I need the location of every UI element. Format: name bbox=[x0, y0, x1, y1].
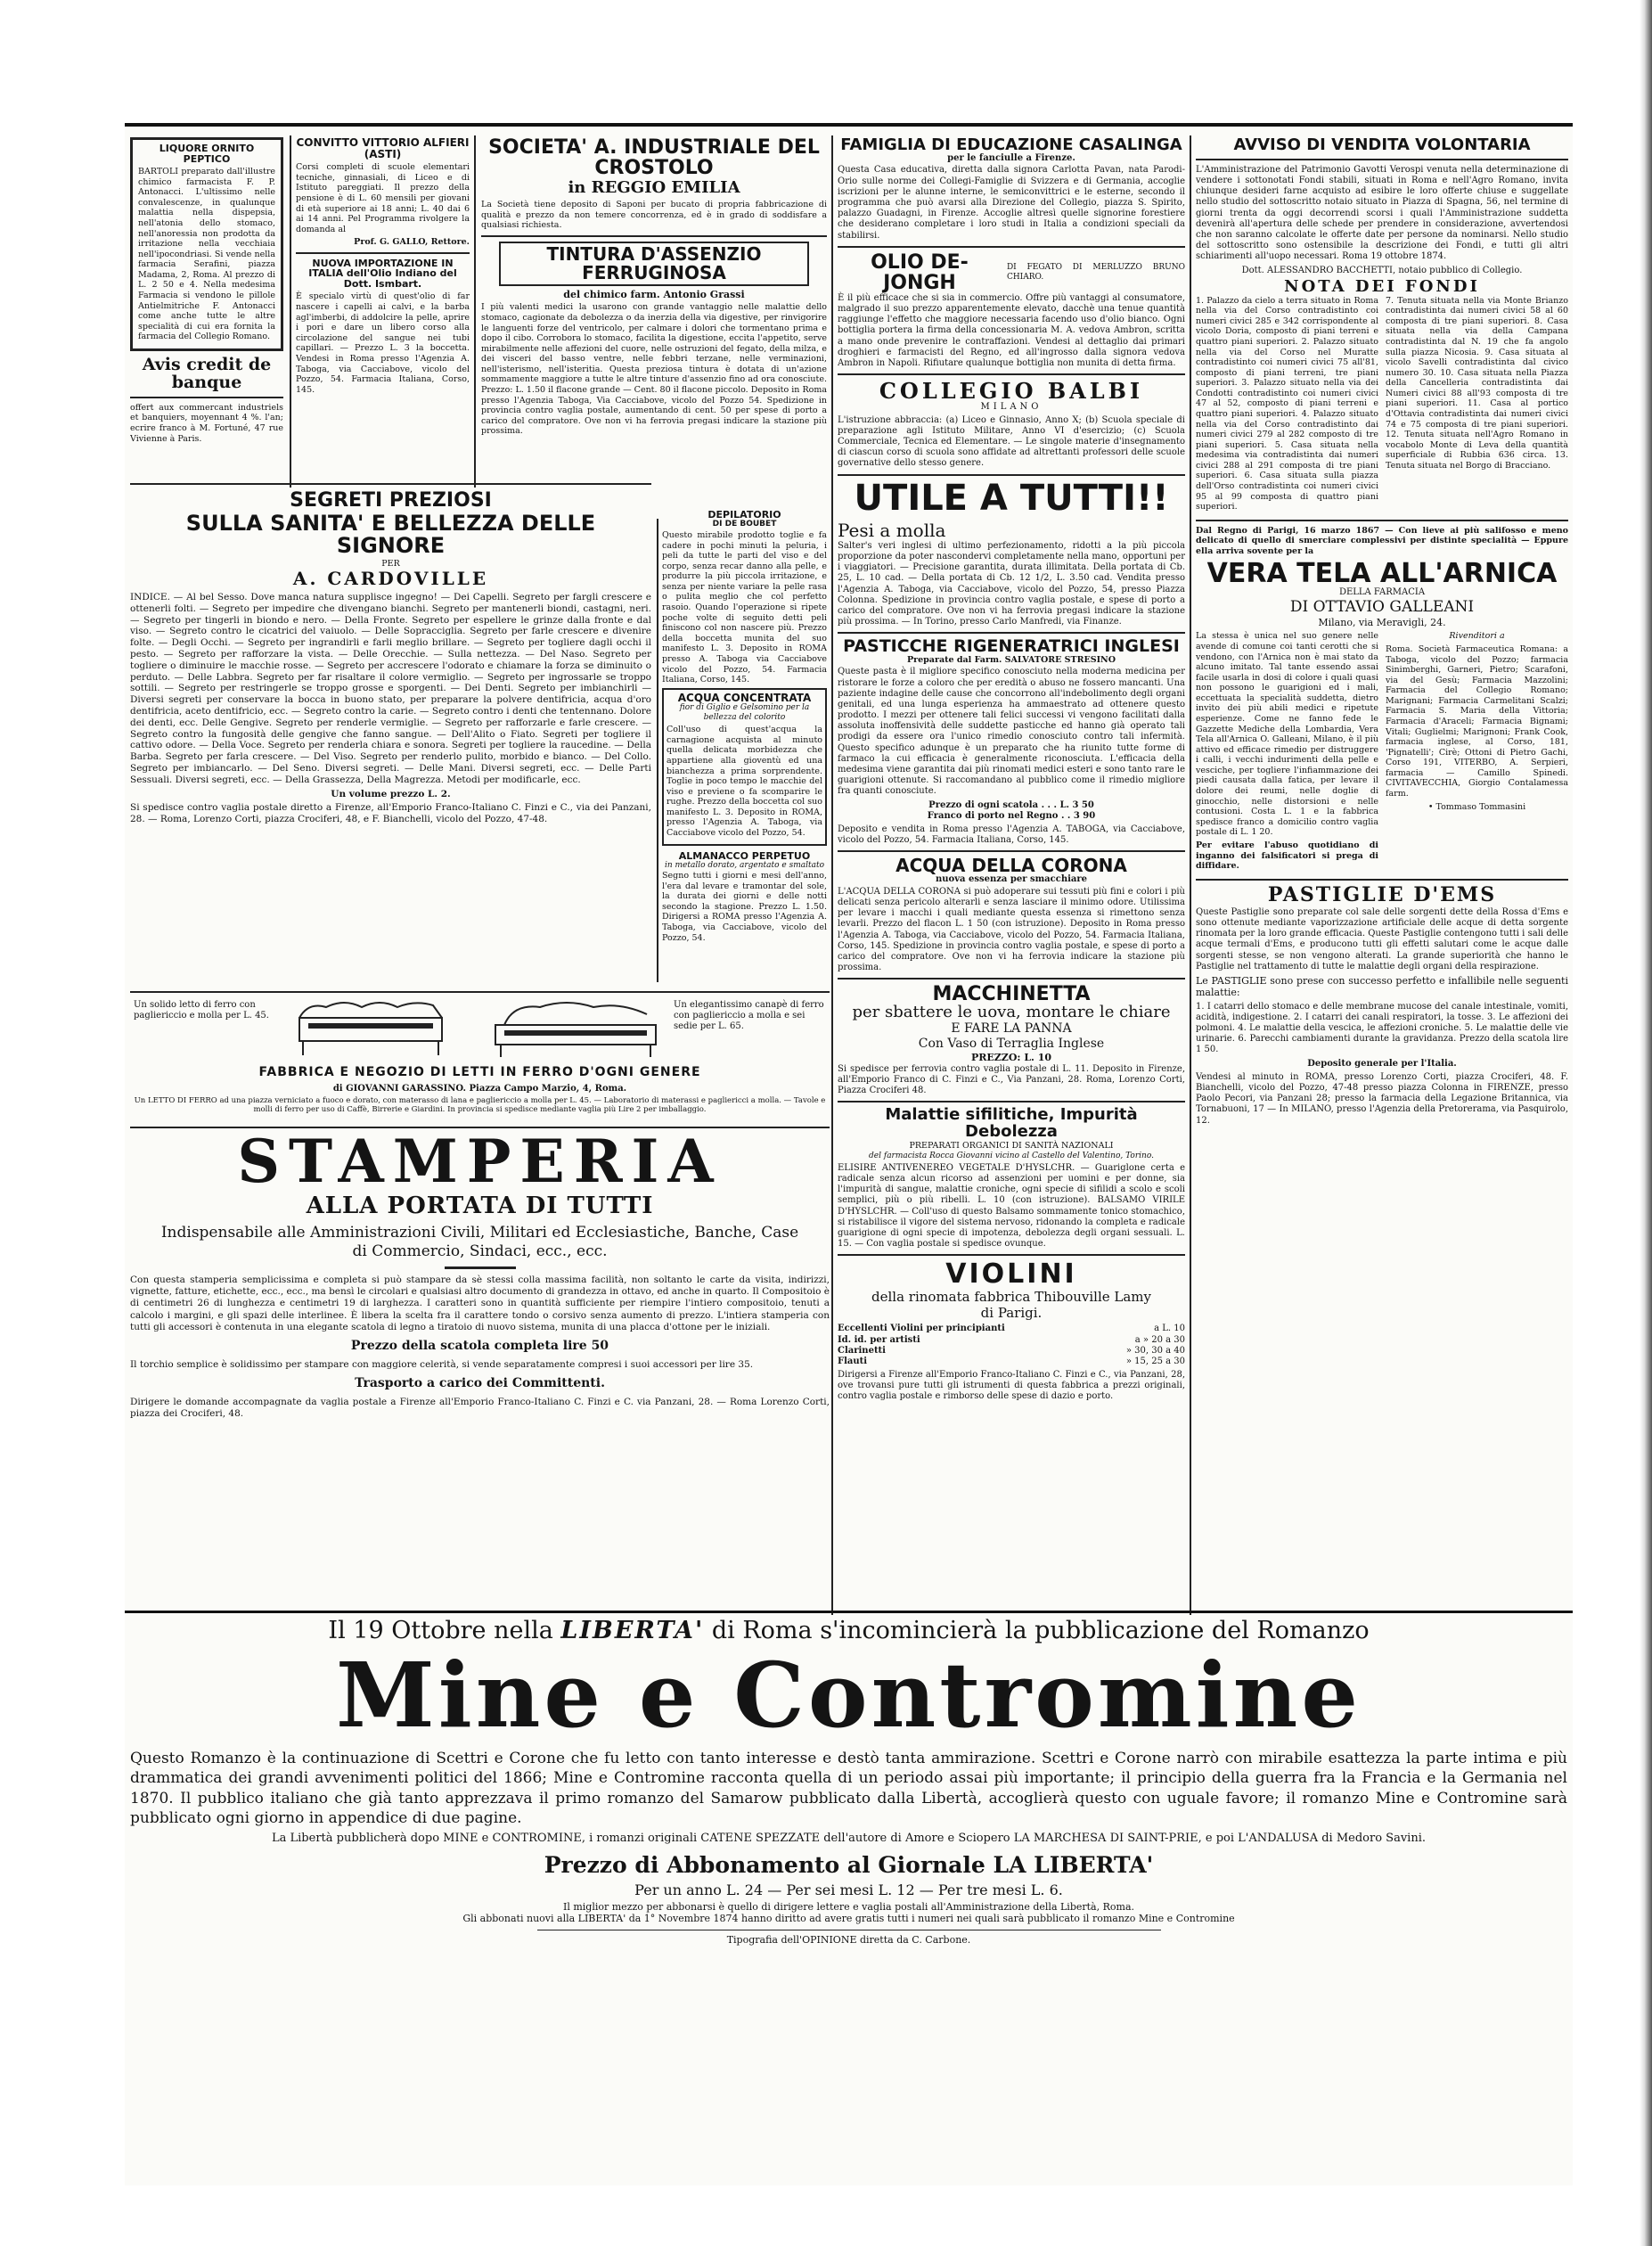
liquore-body: BARTOLI preparato dall'illustre chimico farmacista F. P. Antonacci. L'ultissimo nelle convalescenze, in qualunque malattia nella dispepsia, nell'atonia dello stomaco, nell'anoressia non prodotta da irritazione nella vecchiaia nell'ipocondriasi. Si vende nella farmacia Serafini, piazza Madama, 2, Roma. Al prezzo di L. 2 50 e 4. Nella medesima Farmacia si vendono le pillole Antielmitriche F. Antonacci come anche tutte le altre specialità di cui era fornita la farmacia del Collegio Romano. bbox=[138, 167, 275, 342]
violini-row bbox=[838, 1335, 1185, 1346]
banner-price-line: Per un anno L. 24 — Per sei mesi L. 12 — Per tre mesi L. 6. bbox=[634, 1881, 1063, 1898]
corona-title: ACQUA DELLA CORONA bbox=[896, 855, 1127, 877]
malattie-body: ELISIRE ANTIVENEREO VEGETALE D'HYSLCHR. — Guariglone certa e radicale senza alcun ricorso ad assenzioni per uomini e per donne, sia l'impurità di sangue, malattie croniche, ogni specie di sifilidi a scolo e scoli semplici, più o più ribelli. L. 10 (con istruzione). BALSAMO VIRILE D'HYSLCHR. — Coll'uso di questo Balsamo sommamente tonico stomachico, si ristabilisce il vigore del sistema nervoso, ridonando la completa e radicale guarigione di ogni specie di impotenza, debolezza degli organi sessuali. L. 15. — Con vaglia postale si spedisce ovunque. bbox=[838, 1162, 1185, 1250]
utile-body: Salter's veri inglesi di ultimo perfezionamento, ridotti a la più piccola proporzione da poter nascondervi completamente nella mano, opportuni per i viaggiatori. — Precisione garantita, durata illimitata. Della portata di Cb. 25, L. 10 cad. — Della portata di Cb. 12 1/2, L. 3.50 cad. Vendita presso l'Agenzia A. Taboga, via Cacciabove, vicolo del Pozzo, 54, presso Piazza Colonna. Spedizione in provincia contro vaglia postale, e spese di porto a carico del compratore. Ove non vi ha ferrovia pregasi indicare la stazione più prossima. — In Torino, presso Carlo Manfredi, via Finanze. bbox=[838, 540, 1185, 627]
pasticche-price1: Prezzo di ogni scatola . . . L. 3 50 bbox=[928, 799, 1094, 810]
column-rule bbox=[1190, 135, 1191, 1615]
banner-intro bbox=[125, 1617, 1573, 1645]
macchinetta-line1: per sbattere le uova, montare le chiare bbox=[852, 1003, 1171, 1022]
almanacco-subtitle: in metallo dorato, argentato e smaltato bbox=[664, 861, 825, 871]
nuova-body: È specialo virtù di quest'olio di far nascere i capelli ai calvi, e la barba agl'imberbi, di addolcire la pelle, aprire i pori e dare un libero corso alla circolazione del sangue nei tubi capillari. — Prezzo L. 3 la boccetta. Vendesi in Roma presso l'Agenzia A. Taboga, via Cacciabove, vicolo del Pozzo, 54. Farmacia Italiana, Corso, 145. bbox=[296, 291, 470, 395]
corona-body: L'ACQUA DELLA CORONA si può adoperare sui tessuti più fini e colori i più delicati senza pericolo alterarli e senza lasciare il minimo odore. Utilissima per levare i macchi i quali mediante questa essenza si rimettono senza levarli. Prezzo del flacon L. 1 50 (con istruzione). Deposito in Roma presso l'Agenzia A. Taboga, via Cacciabove, vicolo del Pozzo, 54. Farmacia Italiana, Corso, 145. Spedizione in provincia contro vaglia postale, e spese di porto a carico del compratore. Ove non vi ha ferrovia indicare la stazione più prossima. bbox=[838, 886, 1185, 973]
violini-row-price: » 30, 30 a 40 bbox=[1125, 1345, 1185, 1356]
violini-row-price: a » 20 a 30 bbox=[1134, 1334, 1185, 1345]
stamperia-title: STAMPERIA bbox=[237, 1132, 723, 1196]
stamperia-transport: Trasporto a carico dei Committenti. bbox=[355, 1375, 605, 1390]
utile-subtitle: Pesi a molla bbox=[838, 519, 946, 541]
arnica-title: VERA TELA ALL'ARNICA bbox=[1206, 557, 1558, 589]
pastiglie-deposito-title: Deposito generale per l'Italia. bbox=[1307, 1058, 1457, 1069]
violini-row-name: Eccellenti Violini per principianti bbox=[838, 1324, 1005, 1334]
arnica-sub2: DI OTTAVIO GALLEANI bbox=[1289, 598, 1475, 617]
almanacco-title: ALMANACCO PERPETUO bbox=[678, 849, 811, 862]
banner-imprint: Tipografia dell'OPINIONE diretta da C. Carbone. bbox=[726, 1933, 971, 1946]
tintura-subtitle: del chimico farm. Antonio Grassi bbox=[563, 288, 745, 300]
bed-and-sofa-illustration bbox=[290, 998, 665, 1061]
violini-line2: di Parigi. bbox=[980, 1305, 1043, 1322]
rivenditori-title: Rivenditori a bbox=[1449, 631, 1505, 642]
column-rule bbox=[474, 135, 476, 488]
acqua-concentrata-subtitle: fior di Giglio e Gelsomino per la bellezza del colorito bbox=[679, 703, 810, 723]
letti-ad bbox=[130, 991, 830, 1128]
rivenditori-signature: • Tommaso Tommasini bbox=[1427, 801, 1526, 812]
vendita-signature: Dott. ALESSANDRO BACCHETTI, notaio pubblico di Collegio. bbox=[1241, 265, 1523, 275]
letti-left-note: Un solido letto di ferro con pagliericcio e molla per L. 45. bbox=[134, 1000, 269, 1021]
banner-intro-pre: Il 19 Ottobre nella bbox=[328, 1617, 553, 1644]
famiglia-subtitle: per le fanciulle a Firenze. bbox=[947, 152, 1075, 163]
banner-note2: Gli abbonati nuovi alla LIBERTA' da 1° Novembre 1874 hanno diritto ad avere gratis tutti i numeri nei quali sarà pubblicato il romanzo Mine e Contromine bbox=[462, 1912, 1235, 1924]
banner-body: Questo Romanzo è la continuazione di Scettri e Corone che fu letto con tanto interesse e destò tanta ammirazione. Scettri e Corone narrò con mirabile esattezza la parte intima e più drammatica dei grandi avvenimenti politici del 1866; Mine e Contromine racconta quella di un periodo assai più importante; il principio della guerra fra la Francia e la Germania nel 1870. Il pubblico italiano che già tanto apprezzava il primo romanzo del Samarow pubblicato dalla Libertà, accoglierà questo con uguale favore; il romanzo Mine e Contromine sarà pubblicato ogni giorno in appendice di due pagine. bbox=[130, 1750, 1567, 1827]
acqua-concentrata-ad bbox=[662, 688, 827, 846]
fondi-right: 7. Tenuta situata nella via Monte Brianzo contradistinta dai numeri civici 58 al 60 composta di tre piani superiori. 8. Casa situata nella via della Campana contradistinta dal N. 19 che fa angolo sulla piazza Nicosia. 9. Casa situata al vicolo Savelli contradistinta dal civico numero 30. 10. Casa situata nella Piazza della Cancelleria contradistinta dai Numeri civici 88 all'93 composta di tre piani superiori. 11. Casa al portico d'Ottavia contradistinta dai numeri civici 74 e 75 composta di tre piani superiori. 12. Tenuta situata nell'Agro Romano in vocabolo Monte di Leva della quantità superficiale di Rubbia 636 circa. 13. Tenuta situata nel Borgo di Bracciano. bbox=[1386, 295, 1568, 471]
stamperia-tagline: Indispensabile alle Amministrazioni Civili, Militari ed Ecclesiastiche, Banche, Case di Commercio, Sindaci, ecc., ecc. bbox=[160, 1224, 799, 1261]
credit-title: Avis credit de banque bbox=[142, 354, 272, 392]
olio-body: È il più efficace che si sia in commercio. Offre più vantaggi al consumatore, malgrado il suo prezzo apparentemente elevato, dacchè una tenue quantità raggiunge l'effetto che maggiore necessaria facendo uso d'olio bianco. Ogni bottiglia portera la firma della concessionaria M. A. vedova Ambron, scritta a mano onde prevenire le contraffazioni. Vendesi al dettaglio dai primari droghieri e farmacisti del Regno, ed all'ingrosso dalla signora vedova Ambron in Napoli. Rifiutare qualunque bottiglia non munita di detta firma. bbox=[838, 292, 1185, 369]
banner-body2: La Libertà pubblicherà dopo MINE e CONTROMINE, i romanzi originali CATENE SPEZZATE dell'autore di Amore e Sciopero LA MARCHESA DI SAINT-PRIE, e poi L'ANDALUSA di Medoro Savini. bbox=[272, 1831, 1426, 1845]
banner-intro-post: di Roma s'incomincierà la pubblicazione del Romanzo bbox=[711, 1617, 1370, 1644]
violini-row-price: a L. 10 bbox=[1154, 1324, 1185, 1334]
violini-row bbox=[838, 1324, 1185, 1334]
newspaper-page bbox=[125, 123, 1573, 2185]
violini-row bbox=[838, 1357, 1185, 1367]
liquore-title: LIQUORE ORNITO PEPTICO bbox=[159, 143, 255, 165]
rivenditori-body: Roma. Società Farmaceutica Romana: a Taboga, vicolo del Pozzo; farmacia Sinimberghi, Garneri, Pietro; Scarafoni, via del Gesù; Farmacia Mazzolini; Farmacia del Collegio Romano; Marignani; Farmacia Carmelitani Scalzi; Farmacia S. Maria della Vittoria; Farmacia d'Araceli; Farmacia Bignami; Vitali; Guglielmi; Marignoni; Frank Cook, farmacia inglese, al Corso, 181, 'Pignatelli'; Cirè; Ottoni di Pietro Gachi, Corso 191, VITERBO, A. Serpieri, farmacia — Camillo Spinedi. CIVITAVECCHIA, Giorgio Contalamessa farm. bbox=[1386, 643, 1568, 799]
pastiglie-deposito: Vendesi al minuto in ROMA, presso Lorenzo Corti, piazza Crociferi, 48. F. Bianchelli, vicolo del Pozzo, 47-48 presso piazza Colonna in FIRENZE, presso Paolo Pecori, via Panzani 28; presso la farmacia della Legazione Britannica, via Tornabuoni, 17 — In MILANO, presso l'Agenzia della Pretorerama, via Pasquirolo, 12. bbox=[1196, 1071, 1568, 1126]
arnica-sub1: DELLA FARMACIA bbox=[1338, 587, 1426, 598]
pasticche-body: Queste pasta è il migliore specifico conosciuto nella moderna medicina per ristorare le forze a coloro che per eredità o abuso ne fossero mancanti. Una paziente indagine delle cause che concorrono all'indebolimento degli organi genitali, ed una lunga esperienza ha ammaestrato ad ottenere questo prodotto. I mezzi per ottenere tali felici successi vi vengono facilitati dalla assoluta inoffensività delle suddette pasticche ed hanno già operato tali prodigi da essere ora l'unico rimedio conosciuto contro tali infermità. Questo specifico adunque è un preparato che ha riunito tutte forme di farmaco la cui efficacia è generalmente riconosciuta. L'efficacia della medesima viene garantita dai più rinomati medici esteri e sono tanto rare le guarigioni ottenute. Si raccomandano al pubblico come il rimedio migliore fra quanti conosciute. bbox=[838, 667, 1185, 797]
segreti-ad bbox=[130, 483, 651, 984]
column-rule bbox=[290, 135, 291, 488]
arnica-sub3: Milano, via Meravigli, 24. bbox=[1318, 616, 1446, 628]
tintura-title: TINTURA D'ASSENZIO FERRUGINOSA bbox=[499, 242, 809, 286]
violini-title: VIOLINI bbox=[945, 1258, 1077, 1291]
famiglia-body: Questa Casa educativa, diretta dalla signora Carlotta Pavan, nata Parodi-Orio sulle norme dei Collegi-Famiglie di Svizzera e di Germania, accoglie iscrizioni per le alunne interne, le semiconvittrici e le esterne, secondo il programma che può avarsi alla Direzione del Collegio, piazza S. Spirito, palazzo Guadagni, in Firenze. Accoglie altresì quelle signorine forestiere che desiderano completare i loro studi in Italia a condizioni speciali da stabilirsi. bbox=[838, 165, 1185, 241]
arnica-note: Per evitare l'abuso quotidiano di inganno dei falsificatori si prega di diffidare. bbox=[1196, 840, 1378, 872]
convitto-body: Corsi completi di scuole elementari tecniche, ginnasiali, di Liceo e di Istituto pareggiati. Il prezzo della pensione è di L. 60 mensili per giovani di età superiore ai 18 anni; L. 40 dai 6 ai 14 anni. Pel Programma rivolgere la domanda al bbox=[296, 162, 470, 234]
vendita-body: L'Amministrazione del Patrimonio Gavotti Verospi venuta nella determinazione di vendere i sottonotati Fondi stabili, situati in Roma e nell'Agro Romano, invita chiunque desideri farne acquisto ad esibire le loro offerte chiuse e suggellate nello studio del sottoscritto notaio situato in Piazza di Spagna, 56, nel termine di giorni trenta da oggi decorrendi scorsi i quali l'Amministrazione suddetta devenirà all'apertura delle schede per prendere in considerazione, avvertendosi che non saranno calcolate le offerte date per persone da nominarsi. Nello studio del sottoscritto sono ostensibile la descrizione dei Fondi, e tutti gli altri schiarimenti all'uopo necessari. Roma 19 ottobre 1874. bbox=[1196, 164, 1568, 262]
violini-footer: Dirigersi a Firenze all'Emporio Franco-Italiano C. Finzi e C., via Panzani, 28, ove trovansi pure tutti gli istrumenti di questa fabbrica a prezzi originali, contro vaglia postale e rimborso delle spese di dazio e porto. bbox=[838, 1370, 1185, 1402]
column-convitto bbox=[296, 137, 470, 398]
violini-row bbox=[838, 1346, 1185, 1357]
depilatorio-title: DEPILATORIO bbox=[707, 510, 781, 521]
pasticche-price2: Franco di porto nel Regno . . 3 90 bbox=[927, 810, 1096, 821]
banner-intro-paper: LIBERTA' bbox=[560, 1617, 705, 1644]
segreti-author: A. CARDOVILLE bbox=[292, 568, 489, 590]
crostolo-body: La Società tiene deposito di Saponi per bucato di propria fabbricazione di qualità e prezzo da non temere concorrenza, ed è in grado di soddisfare a qualsiasi richiesta. bbox=[481, 200, 827, 231]
stamperia-ad bbox=[130, 1132, 830, 1600]
almanacco-body: Segno tutti i giorni e mesi dell'anno, l'era dal levare e tramontar del sole, la durata dei giorni e delle notti secondo la stagione. Prezzo L. 1.50. Dirigersi a ROMA presso l'Agenzia A. Taboga, via Cacciabove, vicolo del Pozzo, 54. bbox=[662, 871, 827, 943]
macchinetta-body: Si spedisce per ferrovia contro vaglia postale di L. 11. Deposito in Firenze, all'Emporio Franco di C. Finzi e C., Via Panzani, 28. Roma, Lorenzo Corti, Piazza Crociferi 48. bbox=[838, 1063, 1185, 1096]
macchinetta-line3: Con Vaso di Terraglia Inglese bbox=[918, 1037, 1105, 1052]
acqua-concentrata-title: ACQUA CONCENTRATA bbox=[677, 691, 812, 704]
crostolo-subtitle: in REGGIO EMILIA bbox=[568, 178, 740, 198]
balbi-city: MILANO bbox=[980, 402, 1043, 413]
acqua-concentrata-body: Coll'uso di quest'acqua la carnagione acquista al minuto quella delicata morbidezza che appartiene alla gioventù ed una bianchezza a prima sorprendente. Toglie in poco tempo le macchie del viso e previene o fa scomparire le rughe. Prezzo della boccetta col suo manifesto L. 3. Deposito in ROMA, presso l'Agenzia A. Taboga, via Cacciabove vicolo del Pozzo, 54. bbox=[667, 725, 822, 838]
column-rule bbox=[657, 519, 658, 982]
pastiglie-body: Queste Pastiglie sono preparate col sale delle sorgenti dette della Rossa d'Ems e sono ottenute mediante vaporizzazione artificiale delle acque di detta sorgente rinomata per la loro grande efficacia. Queste Pastiglie contengono tutti i sali delle acque termali d'Ems, e producono tutti gli effetti salutari come le acque dalle sorgenti stesse, se non vengono alterati. La grande superiorità che hanno le Pastiglie nel trattamento di tutte le malattie degli organi della respirazione. bbox=[1196, 906, 1568, 971]
macchinetta-title: MACCHINETTA bbox=[932, 983, 1091, 1006]
stamperia-footer: Dirigere le domande accompagnate da vaglia postale a Firenze all'Emporio Franco-Italiano C. Finzi e C. via Panzani, 28. — Roma Lorenzo Corti, piazza dei Crociferi, 48. bbox=[130, 1397, 830, 1420]
pasticche-subtitle: Preparate dal Farm. SALVATORE STRESINO bbox=[906, 655, 1116, 666]
convitto-title: CONVITTO VITTORIO ALFIERI (ASTI) bbox=[296, 137, 470, 160]
malattie-title: Malattie sifilitiche, Impurità Debolezza bbox=[885, 1105, 1138, 1142]
segreti-body: INDICE. — Al bel Sesso. Dove manca natura supplisce ingegno! — Dei Capelli. Segreto per fargli crescere e ottenerli folti. — Segreto per impedire che divengano bianchi. Segreto per mantenerli biondi, castagni, neri. — Segreto per tingerli in biondo e nero. — Della Fronte. Segreto per espellere le grinze dalla fronte e dal viso. — Segreto contro le cicatrici del vaiuolo. — Delle Sopracciglia. Segreto per farle crescere e divenire folte. — Degli Occhi. — Segreto per ingrandirli e farli meglio brillare. — Segreto per togliere dagli occhi il pesto. — Segreto per rafforzare la vista. — Delle Orecchie. — Sulla nettezza. — Del Naso. Segreto per togliere o diminuire le macchie rosse. — Segreto per accrescere l'odorato e chiamare la forza se diminuito o perduto. — Delle Labbra. Segreto per far risaltare il colore vermiglio. — Segreto per ingrossarle se troppo sottili. — Segreto per restringerle se troppo grosse e sporgenti. — Dei Denti. Segreto per imbianchirli — Diversi segreti per conservare la bocca in buono stato, per preparare la polvere dentifricia, acqua d'oro dentifricia, aceto dentifricio, ecc. — Segreto contro la carie. — Segreto contro i denti che tentennano. Dolore dei denti, ecc. Delle Gengive. Segreto per renderle vermiglie. — Segreto per rafforzarle e farle crescere. — Segreto contro la fungosità delle gengive che fanno sangue. — Dell'Alito o Fiato. Segreti per togliere il cattivo odore. — Della Voce. Segreto per renderla chiara e sonora. Segreti per togliere la raucedine. — Della Barba. Segreto per farla crescere. — Del Viso. Segreto per renderlo pulito, morbido e bianco. — Del Collo. Segreto per imbiancarlo. — Del Seno. Diversi segreti. — Delle Mani. Diversi segreti, ecc. — Delle Parti Sessuali. Diversi segreti, ecc. — Della Grassezza, Della Magrezza. Metodi per modificarle, ecc. bbox=[130, 592, 651, 785]
page-edge-shadow bbox=[1640, 0, 1652, 2246]
famiglia-title: FAMIGLIA DI EDUCAZIONE CASALINGA bbox=[840, 137, 1182, 154]
letti-title: FABBRICA E NEGOZIO DI LETTI IN FERRO D'OGNI GENERE bbox=[258, 1065, 701, 1079]
segreti-price: Un volume prezzo L. 2. bbox=[331, 788, 451, 799]
pastiglie-title: PASTIGLIE D'EMS bbox=[1267, 882, 1497, 906]
romanzo-banner bbox=[125, 1617, 1573, 2180]
column-vendita bbox=[1196, 137, 1568, 1603]
tintura-body: I più valenti medici la usarono con grande vantaggio nelle malattie dello stomaco, cagionate da debolezza o da inerzia della via digestive, per rinvigorire le languenti forze del ventricolo, per calmare i dolori che tormentano prima e dopo il cibo. Corrobora lo stomaco, facilita la digestione, eccita l'appetito, serve mirabilmente nelle affezioni del cuore, nelle ostruzioni del fegato, della milza, e dei visceri del basso ventre, nelle febbri terzane, nelle verminazioni, nell'isterismo, nell'isteritia. Questa preziosa tintura è dotata di un'azione sommamente maggiore a tutte le altre tinture d'assenzio fino ad ora conosciute. Prezzo: L. 1.50 il flacone grande — Cent. 80 il flacone piccolo. Deposito in Roma presso l'Agenzia Taboga, Via Cacciabove, vicolo del Pozzo 54. Spedizione in provincia contro vaglia postale, aumentando di cent. 50 per spese di porto a carico del compratore. Ove non vi ha ferrovia pregasi indicare la stazione più prossima. bbox=[481, 302, 827, 437]
banner-note1: Il miglior mezzo per abbonarsi è quello di dirigere lettere e vaglia postali all'Amministrazione della Libertà, Roma. bbox=[562, 1900, 1134, 1913]
liquore-ad bbox=[130, 137, 283, 351]
pastiglie-list: 1. I catarri dello stomaco e delle membrane mucose del canale intestinale, vomiti, acidità, indigestione. 2. I catarri dei canali respiratori, la tosse. 3. Le affezioni dei polmoni. 4. Le malattie della vescica, le affezioni croniche. 5. Le malattie delle vie urinarie. 6. Parecchi cambiamenti durante la gravidanza. Prezzo della scatola lire 1 50. bbox=[1196, 1001, 1568, 1055]
nuova-title: NUOVA IMPORTAZIONE IN ITALIA dell'Olio Indiano del Dott. Ismbart. bbox=[308, 257, 457, 290]
letti-owner: di GIOVANNI GARASSINO. Piazza Campo Marzio, 4, Roma. bbox=[332, 1084, 627, 1094]
pasticche-title: PASTICCHE RIGENERATRICI INGLESI bbox=[843, 636, 1180, 657]
depilatorio-subtitle: DI DE BOUBET bbox=[712, 519, 777, 529]
malattie-subtitle: PREPARATI ORGANICI DI SANITÀ NAZIONALI bbox=[909, 1141, 1114, 1152]
corona-subtitle: nuova essenza per smacchiare bbox=[935, 874, 1088, 885]
fondi-left: 1. Palazzo da cielo a terra situato in Roma nella via del Corso contradistinto coi numeri civici 285 e 342 corrispondente al vicolo Doria, composto di piani terreni e quattro piani superiori. 2. Palazzo situato nella via del Corso nel Muratte contradistinto coi numeri civici 75 all'81, composto di piani terreni, tre piani superiori. 3. Palazzo situato nella via dei Condotti contradistinto coi numeri civici 47 al 52, composto di piani terreni e quattro piani superiori. 4. Palazzo situato nella via del Corso contradistinto dai numeri civici 279 al 282 composto di tre piani superiori. 5. Casa situata nella medesima via contradistinta dai numeri civici 288 al 291 composta di tre piani superiori. 6. Casa situata sulla piazza dell'Orso contradistinta coi numeri civici 95 al 99 composta di quattro piani superiori. bbox=[1196, 295, 1378, 512]
malattie-subtitle2: del farmacista Rocca Giovanni vicino al Castello del Valentino, Torino. bbox=[869, 1151, 1154, 1160]
column-liquore bbox=[130, 137, 283, 447]
utile-title: UTILE A TUTTI!! bbox=[854, 477, 1169, 519]
violini-row-name: Id. id. per artisti bbox=[838, 1334, 920, 1345]
column-rule bbox=[831, 135, 833, 1615]
segreti-per: PER bbox=[381, 559, 400, 570]
crostolo-title: SOCIETA' A. INDUSTRIALE DEL CROSTOLO bbox=[488, 137, 820, 180]
depilatorio-body: Questo mirabile prodotto toglie e fa cadere in pochi minuti la peluria, i peli da tutte le parti del viso e del corpo, senza recar danno alla pelle, e produrre la più piccola irritazione, e senza per niente variare la pelle rasa o pulita meglio che col perfetto rasoio. Quando l'operazione si ripete poche volte di seguito detti peli finiscono col non nascere più. Prezzo della boccetta munita del suo manifesto L. 3. Deposito in ROMA presso A. Taboga via Cacciabove vicolo del Pozzo, 54. Farmacia Italiana, Corso, 145. bbox=[662, 529, 827, 685]
violini-row-price: » 15, 25 a 30 bbox=[1125, 1356, 1185, 1366]
violini-price-list bbox=[838, 1324, 1185, 1367]
olio-side: DI FEGATO DI MERLUZZO BRUNO CHIARO. bbox=[1006, 262, 1185, 282]
stamperia-body2: Il torchio semplice è solidissimo per stampare con maggiore celerità, si vende separatamente compresi i suoi accessori per lire 35. bbox=[130, 1358, 754, 1370]
fondi-title: NOTA DEI FONDI bbox=[1284, 276, 1480, 296]
olio-title: OLIO DE-JONGH bbox=[871, 250, 969, 294]
column-depilatorio bbox=[662, 510, 827, 987]
macchinetta-line2: E FARE LA PANNA bbox=[951, 1021, 1072, 1037]
convitto-signature: Prof. G. GALLO, Rettore. bbox=[354, 237, 470, 248]
stamperia-price: Prezzo della scatola completa lire 50 bbox=[350, 1338, 609, 1353]
segreti-subtitle: SULLA SANITA' E BELLEZZA DELLE SIGNORE bbox=[185, 511, 596, 559]
stamperia-body: Con questa stamperia semplicissima e completa si può stampare da sè stessi colla massima facilità, non soltanto le carte da visita, indirizzi, vignette, fatture, etichette, ecc., ecc., ma bensì le circolari e qualsiasi altro documento di grandezza in ottavo, ed anche in quarto. Il Compositoio è di centimetri 26 di lunghezza e centimetri 19 di larghezza. I caratteri sono in quantità sufficiente per riempire l'intiero compositoio, tenuti a calcolo i margini, e gli spazi delle interlinee. È libera la scelta fra il carattere tondo o corsivo senza aumento di prezzo. L'intiera stamperia con tutti gli accessori è contenuta in una elegante scatola di legno a tiratoio di nuovo sistema, munita di una placca d'ottone per le iniziali. bbox=[130, 1275, 830, 1332]
arnica-body: La stessa è unica nel suo genere nelle avende di comune coi tanti cerotti che si vendono, con l'Arnica non è mai stato da alcuno imitato. Tal tante essendo assai facile usarla in dosi di colore i quali quasi non possono le guarigioni ed i mali, eccettuata la specialità suddetta, dietro invito dei più abili medici e ripetute esperienze. Come ne fanno fede le Gazzette Mediche della Lombardia, Vera Tela all'Arnica O. Galleani, Milano, è il più attivo ed efficace rimedio per distruggere i calli, i vecchi indurimenti della pelle e vesciche, per togliere l'infiammazione dei piedi causata dalla fatica, per levare il dolore dei reumi, nelle doglie di ginocchio, nelle distorsioni e nelle contusioni. Costa L. 1 e la fabbrica spedisce franco a domicilio contro vaglia postale di L. 1 20. bbox=[1196, 631, 1378, 838]
column-crostolo bbox=[481, 137, 827, 439]
violini-row-name: Flauti bbox=[838, 1356, 868, 1366]
letti-right-note: Un elegantissimo canapè di ferro con pagliericcio a molla e sei sedie per L. 65. bbox=[674, 1000, 824, 1031]
stamperia-subtitle: ALLA PORTATA DI TUTTI bbox=[306, 1193, 654, 1219]
segreti-title: SEGRETI PREZIOSI bbox=[290, 489, 492, 512]
pastiglie-list-intro: Le PASTIGLIE sono prese con successo perfetto e infallibile nelle seguenti malattie: bbox=[1196, 974, 1568, 999]
violini-line1: della rinomata fabbrica Thibouville Lamy bbox=[871, 1288, 1151, 1305]
balbi-body: L'istruzione abbraccia: (a) Liceo e Ginnasio, Anno X; (b) Scuola speciale di preparazione agli Istituto Militare, Anno VI d'esercizio; (c) Scuola Commerciale, Tecnica ed Elementare. — Le singole materie d'insegnamento di ciascun corso di scuola sono affidate ad altrettanti professori delle scuole governative dello stesso genere. bbox=[838, 414, 1185, 469]
letti-body: Un LETTO DI FERRO ad una piazza verniciato a fuoco e dorato, con materasso di lana e pagliericcio a molla per L. 45. — Laboratorio di materassi e pagliericci a molla. — Tavole e molli di ferro per uso di Caffè, Birrerie e Giardini. In provincia si spedisce mediante vaglia più Lire 2 per imballaggio. bbox=[134, 1096, 826, 1115]
credit-body: offert aux commercant industriels et banquiers, moyennant 4 %. l'an; ecrire franco à M. Fortuné, 47 rue Vivienne à Paris. bbox=[130, 402, 283, 444]
banner-price-title: Prezzo di Abbonamento al Giornale LA LIBERTA' bbox=[544, 1851, 1154, 1878]
column-famiglia bbox=[838, 137, 1185, 1603]
banner-title: Mine e Contromine bbox=[336, 1643, 1362, 1749]
balbi-title: COLLEGIO BALBI bbox=[879, 378, 1144, 405]
banner-rule bbox=[125, 1611, 1573, 1613]
macchinetta-price: PREZZO: L. 10 bbox=[970, 1052, 1052, 1064]
vendita-title: AVVISO DI VENDITA VOLONTARIA bbox=[1233, 137, 1531, 154]
violini-row-name: Clarinetti bbox=[838, 1345, 886, 1356]
arnica-intro: Dal Regno di Parigi, 16 marzo 1867 — Con lieve ai più salifosso e meno delicato di quello di smerciare complessivi per distinte specialità — Eppure ella arriva sovente per la bbox=[1196, 525, 1568, 556]
pasticche-footer: Deposito e vendita in Roma presso l'Agenzia A. TABOGA, via Cacciabove, vicolo del Pozzo, 54. Farmacia Italiana, Corso, 145. bbox=[838, 824, 1185, 846]
segreti-order: Si spedisce contro vaglia postale diretto a Firenze, all'Emporio Franco-Italiano C. Finzi e C., via dei Panzani, 28. — Roma, Lorenzo Corti, piazza Crociferi, 48, e F. Bianchelli, vicolo del Pozzo, 47-48. bbox=[130, 802, 651, 825]
